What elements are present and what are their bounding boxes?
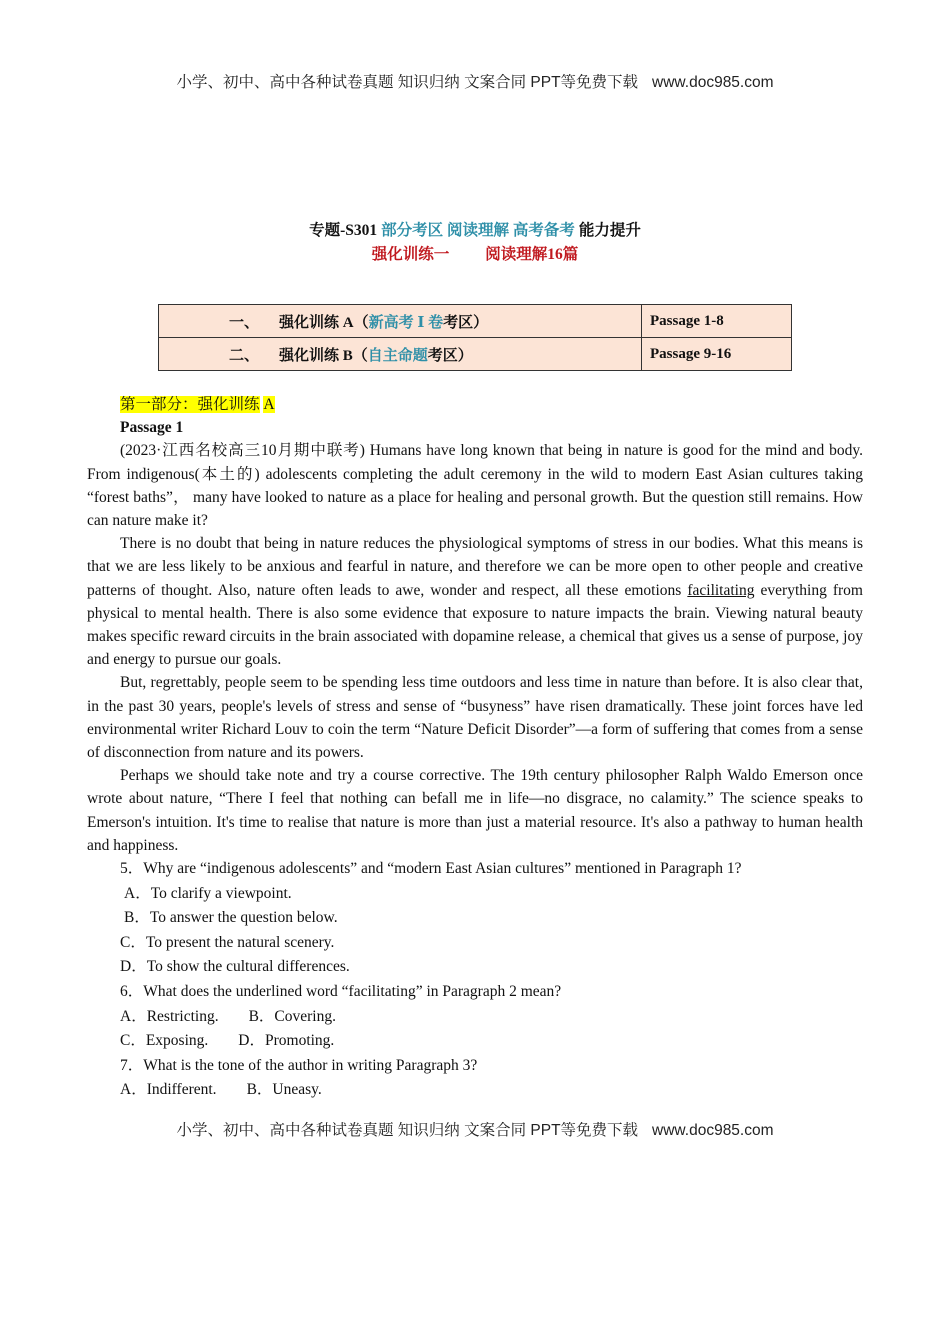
toc-highlight: 新高考 Ⅰ 卷 (368, 314, 444, 331)
toc-highlight: 自主命题 (367, 347, 428, 364)
footer-banner (0, 1118, 950, 1140)
option-6c: C．Exposing. (120, 1032, 209, 1050)
toc-number: 一、 (229, 314, 260, 331)
paragraph-2-end: everything from physical to mental health. There is also some evidence that exposure to nature impacts the brain. Viewing natural beauty makes specific reward circuits in the brain associated with dopamine release, a chemical that gives us a sense of purpose, joy and energy to pursue our goals. (87, 581, 863, 669)
title-topic: 部分考区 阅读理解 高考备考 (381, 222, 575, 239)
header-banner (0, 70, 950, 92)
footer-banner-text: 小学、初中、高中各种试卷真题 知识归纳 文案合同 PPT等免费下载 (176, 1122, 639, 1139)
section-label: 第一部分：强化训练 (120, 396, 260, 413)
option-5b: B．To answer the question below. (124, 909, 338, 927)
toc-suffix: 考区） (427, 347, 473, 364)
header-banner-url[interactable]: www.doc985.com (652, 74, 774, 91)
passage-label: Passage 1 (120, 419, 184, 437)
contents-table (158, 304, 792, 371)
option-6d: D．Promoting. (238, 1032, 335, 1050)
option-7b: B．Uneasy. (246, 1081, 322, 1099)
document-subtitle (0, 242, 950, 264)
subtitle-part-a: 强化训练一 (371, 246, 450, 263)
question-6: 6．What does the underlined word “facilitating” in Paragraph 2 mean? (120, 983, 562, 1001)
toc-cell-section (159, 338, 642, 371)
options-6ab (120, 1005, 863, 1030)
table-row (159, 305, 792, 338)
option-6a: A．Restricting. (120, 1007, 219, 1025)
title-suffix: 能力提升 (578, 222, 641, 239)
document-body (87, 393, 863, 1103)
toc-suffix: 考区） (443, 314, 489, 331)
paragraph-2 (87, 532, 863, 671)
options-6cd (120, 1029, 863, 1054)
option-5a: A．To clarify a viewpoint. (124, 884, 292, 902)
document-title (0, 218, 950, 240)
option-5d: D．To show the cultural differences. (120, 958, 350, 976)
toc-cell-passages: Passage 9-16 (642, 338, 792, 371)
option-7a: A．Indifferent. (120, 1081, 217, 1099)
options-7ab (120, 1078, 863, 1103)
table-row (159, 338, 792, 371)
toc-label: 强化训练 A（ (279, 314, 369, 331)
title-prefix: 专题-S301 (309, 222, 378, 239)
question-7: 7．What is the tone of the author in writing Paragraph 3? (120, 1056, 478, 1074)
toc-number: 二、 (229, 347, 260, 364)
subtitle-part-b: 阅读理解16篇 (485, 246, 579, 263)
section-heading (120, 393, 863, 416)
toc-cell-passages: Passage 1-8 (642, 305, 792, 338)
toc-label: 强化训练 B（ (279, 347, 368, 364)
question-5: 5．Why are “indigenous adolescents” and “modern East Asian cultures” mentioned in Paragraph 1? (120, 860, 742, 878)
section-letter: A (263, 396, 275, 413)
paragraph-1: (2023·江西名校高三10月期中联考) Humans have long known that being in nature is good for the mind and body. From indigenous(本土的) adolescents completing the adult ceremony in the wild to modern East Asian cultures taking “forest baths”， many have looked to nature as a place for healing and personal growth. But the question still remains. How can nature make it? (87, 442, 863, 530)
paragraph-4: Perhaps we should take note and try a course corrective. The 19th century philosopher Ralph Waldo Emerson once wrote about nature, “There I feel that nothing can befall me in life—no disgrace, no calamity.” The science speaks to Emerson's intuition. It's time to realise that nature is more than just a material resource. It's also a pathway to human health and happiness. (87, 767, 863, 854)
toc-cell-section (159, 305, 642, 338)
header-banner-text: 小学、初中、高中各种试卷真题 知识归纳 文案合同 PPT等免费下载 (176, 74, 639, 91)
footer-banner-url[interactable]: www.doc985.com (652, 1122, 774, 1139)
option-6b: B．Covering. (248, 1007, 336, 1025)
paragraph-2-start: There is no doubt that being in nature reduces the physiological symptoms of stress in our bodies. What this means is that we are less likely to be anxious and fearful in nature, and therefore we can be more open to other people and creative patterns of thought. Also, nature often leads to awe, wonder and respect, all these emotions (87, 535, 863, 599)
underlined-word: facilitating (687, 581, 755, 599)
option-5c: C．To present the natural scenery. (120, 933, 335, 951)
paragraph-3: But, regrettably, people seem to be spending less time outdoors and less time in nature than before. It is also clear that, in the past 30 years, people's levels of stress and sense of “busyness” have risen dramatically. These joint forces have led environmental writer Richard Louv to coin the term “Nature Deficit Disorder”—a form of suffering that comes from a sense of disconnection from nature and its powers. (87, 674, 863, 762)
